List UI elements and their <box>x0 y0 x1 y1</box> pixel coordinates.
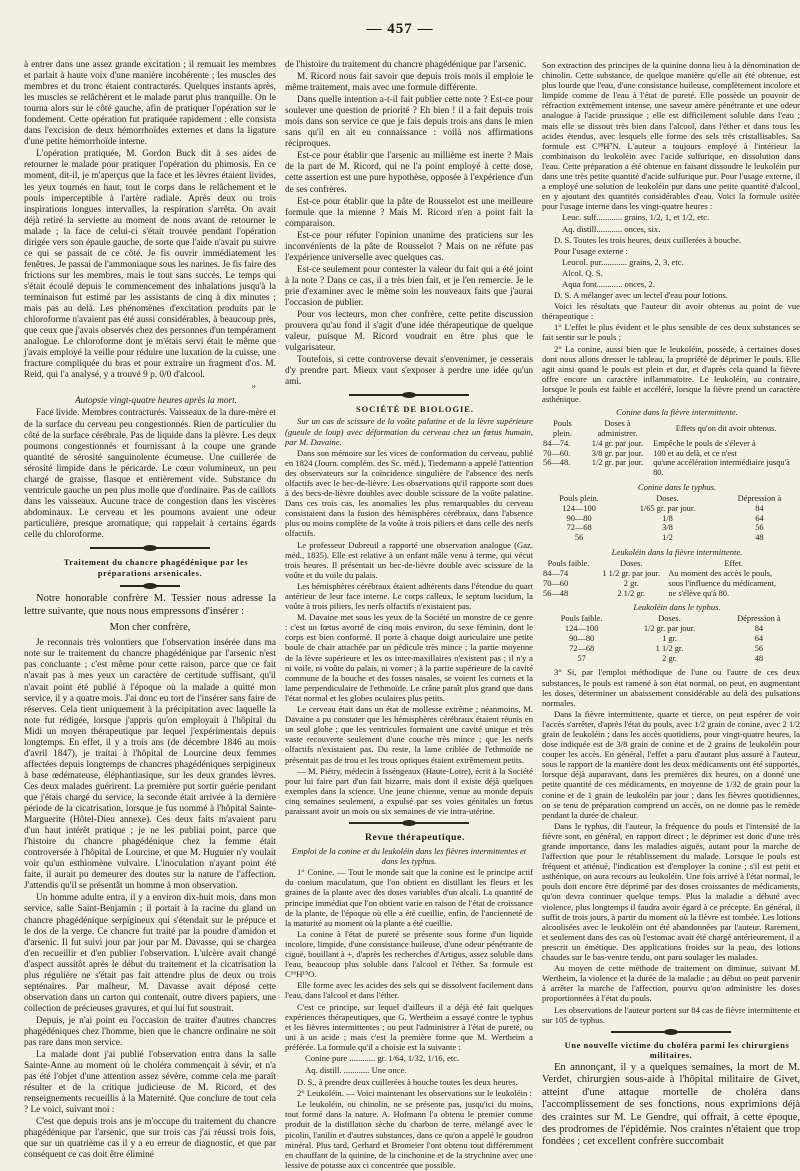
table-row <box>542 579 800 589</box>
table-header-row <box>542 494 800 504</box>
paragraph: M. Davaine met sous les yeux de la Société un monstre de ce genre : c'est un fœtus avorté de cinq mois environ, du sexe féminin, dont le corps est bien conformé. Il porte à chaque doigt auriculaire une petite boule de chair attachée par un pédicule très mince ; la partie moyenne de la lèvre supérieure et les os inter-maxillaires n'existent pas ; il n'y a ni voile, ni voûte du palais, ni vomer ; à la partie supérieure de la cavité commune de la bouche et des fosses nasales, se voient les cornets et la lame perpendiculaire de l'ethmoïde. Le crâne paraît plus grand que dans l'état normal et les globes oculaires plus petits. <box>285 612 533 703</box>
dosage-table <box>542 494 800 543</box>
paragraph: Voici les résultats que l'auteur dit avoir obtenus au point de vue thérapeutique : <box>542 301 800 322</box>
table-row <box>542 644 800 654</box>
table-cell: 57 <box>577 653 586 663</box>
table-cell: 70—60 <box>543 578 569 588</box>
paragraph: Dans le typhus, dit l'auteur, la fréquence du pouls et l'intensité de la fièvre sont, en général, en rapport direct ; le déprimer est donc d'une très grande importance, dans les maladies aiguës, autant pour la marche de l'affection que pour le rétablissement du malade. Lorsque le pouls est fréquent et atténué, l'indication est d'employer la conine ; s'il est petit et asthénique, on aura recours au leukoléin. Une fois arrivé à l'état normal, le pouls doit encore être déprimé par des doses croissantes de médicaments, qu'on devra continuer quelque temps. Plus la maladie a débuté avec violence, plus longtemps il faudra avoir égard à ce précepte. En général, il suffit de trois jours, à partir du moment où la fièvre est tombée. Les lotions alcoolisées avec le leukoléin ont été abandonnées par l'auteur. Rarement, et seulement dans des cas où l'estomac avait été chargé antérieurement, il a prescrit un émétique. Des applications froides sur la peau, des lotions chaudes sur le bas-ventre tendu, ont paru soulager les malades. <box>542 820 800 963</box>
formula-line: Aqua font............ onces, 2. <box>562 278 655 289</box>
table-title: Conine dans la fièvre intermittente. <box>616 407 738 418</box>
section-divider <box>120 583 180 589</box>
table-cell: 84 <box>754 624 764 634</box>
paragraph: D. S., à prendre deux cuillerées à bouche toutes les deux heures. <box>297 1077 518 1088</box>
paragraph: L'opération pratiquée, M. Gordon Buck dit à ses aides de retourner le malade pour pratiquer l'opération du phimosis. En ce moment, dit-il, je m'aperçus que la face et les lèvres étaient livides, les yeux tournés en haut, tout le corps dans le relâchement et le pouls imperceptible à l'artère radiale. Après deux ou trois inspirations longues intervalles, la respiration s'arrêta. On avait déjà retiré la serviette au moment de nous avant de retourner le malade ; la face de celui-ci s'était trouvée pendant l'opération dirigée vers son épaule gauche, de sorte que l'aide n'avait pu suivre ce qui se passait de ce côté. Je fis ouvrir immédiatement les fenêtres. Je passai de l'ammoniaque sous les narines. Je fis faire des frictions sur les membres, mais le tout sans succès. Le temps qui s'était écoulé depuis le commencement des inhalations jusqu'à la terminaison fut estimé par les assistants de cinq à dix minutes ; mais pas au delà. Les phénomènes d'excitation produits par le chloroforme n'avaient pas été aussi considérables, à beaucoup près, que ceux que j'avais observés chez des personnes d'un tempérament analogue. Le chloroforme dont je m'étais servi était le même que j'avais employé la veille pour réduire une luxation de la cuisse, une fracture compliquée du bras et pour extraire un fragment d'os. M. Reid, qui l'a analysé, y a trouvé 9 p. 0/0 d'alcool. <box>24 149 276 381</box>
formula-line: Aq. distill. ............ Une once. <box>305 1065 407 1076</box>
table-header: Doses. <box>658 614 681 624</box>
paragraph: Est-ce pour établir que la pâte de Rousselot est une meilleure formule que la mienne ? Mais M. Ricord n'en a point fait la comparaison. <box>285 196 533 229</box>
table-header: Dépression à <box>737 614 781 624</box>
paragraph: M. Ricord nous fait savoir que depuis trois mois il emploie le même traitement, mais avec une formule différente. <box>285 72 533 94</box>
table-cell: Au moment des accès le pouls, <box>668 568 773 578</box>
table-cell: 1 gr. <box>662 634 677 644</box>
table-cell: 84 <box>755 503 764 513</box>
table-header: Effet. <box>724 559 744 569</box>
paragraph: Les hémisphères cérébraux étaient adhérents dans l'étendue du quart antérieur de leur face interne. Le corps calleux, le septum lucidum, la voûte à trois piliers, les nerfs olfactifs n'existaient pas. <box>285 580 533 612</box>
table-header-row <box>542 419 800 439</box>
paragraph: — M. Piétry, médecin à Isséngeaux (Haute-Loire), écrit à la Société pour lui faire part d'un fait bizarre, mais dont il existe déjà quelques exemples dans la science. Une jeune chienne, venue au monde depuis cinq semaines seulement, a expulsé par ses voies génitales un fœtus paraissant avoir un mois ou six semaines de vie intra-utérine. <box>285 765 533 816</box>
section-heading: SOCIÉTÉ DE BIOLOGIE. <box>356 405 474 415</box>
paragraph: Pour l'usage externe : <box>554 245 628 256</box>
formula-line: Leuc. sulf............ grains, 1/2, 1, et 1/2, etc. <box>562 212 710 223</box>
table-row <box>542 523 800 533</box>
paragraph: Face livide. Membres contracturés. Vaisseaux de la dure-mère et de la surface du cerveau peu congestionnés. Rien de particulier du côté de la surface cérébrale. Pas de liquide dans la plèvre. Les deux poumons congestionnés et fournissant à la coupe une grande quantité de sérosité sanguinolente écumeuse. Une cuillerée de sérosité limpide dans le péricarde. Le cœur volumineux, un peu chargé de graisse, flasque et entièrement vide. Substance du ventricule gauche un peu plus molle que d'ordinaire. Pas de caillots dans les vaisseaux. Aucune trace de congestion dans les viscères abdominaux. Le cerveau et les poumons avaient une odeur particulière, presque aromatique, qui rappelait à certains égards celle du chloroforme. <box>24 408 276 540</box>
table-cell: 48 <box>754 653 764 663</box>
table-cell: 1 1/2 gr. par jour. <box>602 568 661 578</box>
table-cell: 72—68 <box>569 643 595 653</box>
table-header: Pouls faible. <box>560 614 603 624</box>
table-cell: 56 <box>755 523 764 533</box>
table-row <box>542 439 800 449</box>
table-cell: 56 <box>754 643 764 653</box>
table-cell: 84—74 <box>543 568 569 578</box>
paragraph: Je reconnais très volontiers que l'observation insérée dans ma note sur le traitement du chancre phagédénique par l'arsenic n'est pas concluante ; c'est même pour cette raison, parce que ce fait n'avait pas à mes yeux un caractère de certitude suffisant, qu'il n'avait point été publié à l'époque où la malade a quitté mon service, il y a quatre mois. J'ai donc eu tort de l'insérer sans faire de réserves. Cela tient uniquement à la précipitation avec laquelle la note fut rédigée, lorsque j'appris qu'on employait à l'hôpital du Midi un moyen thérapeutique par lequel j'expérimentais depuis longtemps. En effet, il y a trois ans (de décembre 1846 au mois d'avril 1847), je traitai à l'hôpital de Lourcine deux femmes affectées depuis longtemps de chancres phagédéniques serpigineux à base œdémateuse, éléphantiasique, sur les deux grandes lèvres. Ces deux malades guérirent. La première put sortir guérie pendant que j'étais chargé du service, la seconde était arrivée à la dernière période de la cicatrisation, lorsque je fus nommé à l'hôpital Sainte-Marguerite (Hôtel-Dieu annexe). Ces deux faits m'avaient paru d'un haut intérêt pratique ; je ne les publiai point, parce que l'histoire du chancre phagédénique chez la femme était controversée à l'hôpital de Lourcine, et que M. Huguier n'y voulait voir qu'un esthiomène vulvaire. L'inoculation n'ayant point été faite, il aurait pu demeurer des doutes sur la nature de l'affection. J'attendis qu'il se présentât un homme à mon observation. <box>24 638 276 892</box>
table-cell: 1/2 gr. par jour. <box>591 458 644 468</box>
article-title: Emploi de la conine et du leukoléin dans les fièvres intermittentes et dans les typhus. <box>291 846 527 867</box>
table-cell: 1/4 gr. par jour. <box>591 438 644 448</box>
table-cell: Empêche le pouls de s'élever à <box>653 438 756 448</box>
table-cell: 1/8 <box>662 513 673 523</box>
paragraph: C'est que depuis trois ans je m'occupe du traitement du chancre phagédénique par l'arsenic, que sur trois cas j'ai réussi trois fois, que sur un quatrième cas il y a eu erreur de diagnostic, et que par conséquent ce cas doit être éliminé <box>24 1117 276 1161</box>
paragraph: Pour vos lecteurs, mon cher confrère, cette petite discussion prouvera qu'au fond il s'agit d'une idée thérapeutique de quelque valeur, puisque M. Ricord voudrait en être plus que le vulgarisateur. <box>285 310 533 354</box>
dosage-table <box>542 614 800 663</box>
table-cell: 72—68 <box>566 523 592 533</box>
table-cell: 1/2 gr. par jour. <box>643 624 696 634</box>
table-cell: 2 1/2 gr. <box>617 588 646 598</box>
paragraph: Les observations de l'auteur portent sur 84 cas de fièvre intermittente et sur 105 de typhus. <box>542 1004 800 1025</box>
table-title: Conine dans le typhus. <box>637 481 717 492</box>
table-cell: 100 et au delà, et ce n'est <box>653 448 737 458</box>
table-header: Doses. <box>619 559 643 569</box>
table-cell: 1/2 <box>662 533 673 543</box>
column-left <box>24 60 276 1171</box>
paragraph: En annonçant, il y a quelques semaines, la mort de M. Verdet, chirurgien sous-aide à l'hôpital militaire de Givet, atteint d'une attaque mortelle de choléra dans l'accomplissement de ses fonctions, nous exprimions déjà des craintes sur M. Le Gendre, qui offrait, à cette époque, des prodromes de l'épidémie. Nos craintes n'étaient que trop fondées ; cet excellent confrère succombait <box>542 1061 800 1148</box>
closing-quote: » <box>251 382 256 393</box>
paragraph: Le leukoléin, ou chinolin, ne se présente pas, jusqu'ici du moins, tout formé dans la nature. A. Hofmann l'a obtenu le premier comme produit de la distillation sèche du charbon de terre, mélangé avec le picolin, l'anilin et d'autres substances, dans ce qu'on a appelé le goudron minéral. Plus tard, Gerhard et Bromeier l'ont obtenu tout différemment en chauffant de la quinine, de la cinchonine et de la strychnine avec une lessive de potasse aux ci concentrée que possible. <box>285 1099 533 1170</box>
paragraph: D. S. Toutes les trois heures, deux cuillerées à bouche. <box>554 234 742 245</box>
table-cell: 56 <box>574 533 584 543</box>
paragraph: 2° Leukoléin. — Voici maintenant les observations sur le leukoléin : <box>297 1088 532 1099</box>
paragraph: Est-ce seulement pour contester la valeur du fait qui a été joint à la note ? Dans ce cas, il a très bien fait, et je l'en remercie. Je le prie d'examiner avec le même soin les nouveaux faits que j'aurai l'occasion de publier. <box>285 264 533 308</box>
table-row <box>542 654 800 664</box>
table-row <box>542 569 800 579</box>
section-divider <box>349 392 469 398</box>
table-header: Pouls plein. <box>553 419 572 438</box>
table-cell: 56—48. <box>543 458 571 468</box>
paragraph: Son extraction des principes de la quinine donna lieu à la dénomination de chinolin. Cette substance, de quelque manière qu'elle ait été obtenue, est plus lourde que l'eau, d'une consistance huileuse, complètement incolore et limpide comme de l'eau à l'état de pureté. Elle possède un pouvoir de réfraction extrêmement intense, une saveur amère pénétrante et une odeur analogue à l'acide prussique ; elle est difficilement soluble dans l'eau ; mais elle se dissout très bien dans l'alcool, dans l'éther et dans tous les acides étendus, avec lesquels elle forme des sels très cristallisables. Sa formule est C¹⁸H⁷N. L'auteur a toujours employé à l'intérieur la combinaison du leukoléin avec l'acide sulfurique, en dissolution dans l'eau. Cette préparation a été obtenue en faisant dissoudre le leukoléin pur dans une très petite quantité d'acide sulfurique pur. Pour l'usage externe, il a employé une solution de leukoléin pur dans une petite quantité d'alcool, en y ajoutant des quantités considérables d'eau. Voici la formule usitée pour l'usage interne dans les vingt-quatre heures : <box>542 60 800 212</box>
section-subtitle: Autopsie vingt-quatre heures après la mort. <box>75 396 237 407</box>
table-cell: 2 gr. <box>662 653 677 663</box>
paragraph: Notre honorable confrère M. Tessier nous adresse la lettre suivante, que nous nous empressons d'insérer : <box>24 593 276 617</box>
paragraph: Depuis, je n'ai point eu l'occasion de traiter d'autres chancres phagédéniques chez l'homme, bien que le chancre ordinaire ne soit pas rare dans mon service. <box>24 1015 276 1049</box>
formula-line: Leucol. pur............ grains, 2, 3, etc. <box>562 256 684 267</box>
paragraph: Est-ce pour établir que l'arsenic au millième est inerte ? Mais de la part de M. Ricord, qui ne l'a point employé à cette dose, cette assertion est une pure hypothèse, opposée à l'expérience d'un de ses confrères. <box>285 151 533 195</box>
paragraph: Dans son mémoire sur les vices de conformation du cerveau, publié en 1824 (Journ. complém. des Sc. méd.), Tiedemann a appelé l'attention des observateurs sur la coïncidence singulière de l'absence des nerfs olfactifs avec le bec-de-lièvre. Les observations qu'il rapporte sont dues à des becs-de-lièvre doubles avec double scissure de la voûte palatine. Dans ces trois cas, les anomalies les plus remarquables du cerveau consistaient dans la fusion des hémisphères cérébraux, dans l'absence plus ou moins complète de la voûte à trois piliers et dans celle des nerfs olfactifs. <box>285 447 533 539</box>
table-row <box>542 449 800 459</box>
table-header: Pouls plein. <box>559 494 599 504</box>
column-middle <box>285 60 533 1171</box>
table-row <box>542 514 800 524</box>
table-cell: qu'une accélération intermédiaire jusqu'à 80. <box>653 458 790 478</box>
paragraph: Elle forme avec les acides des sels qui se dissolvent facilement dans l'eau, dans l'alcool et dans l'éther. <box>285 980 533 1001</box>
paragraph: de l'histoire du traitement du chancre phagédénique par l'arsenic. <box>285 60 527 70</box>
paragraph: Le professeur Dubreuil a rapporté une observation analogue (Gaz. méd., 1835). Elle est relative à un enfant mâle venu à terme, qui vécut trois heures. Il présentait un bec-de-lièvre double avec scissure de la voûte et du voile du palais. <box>285 539 533 580</box>
table-cell: 84—74. <box>543 438 571 448</box>
table-header: Dépression à <box>737 494 782 504</box>
paragraph: C'est ce principe, sur lequel d'ailleurs il a déjà été fait quelques expériences thérapeutiques, que G. Wertheim a essayé contre le typhus et les fièvres intermittentes ; ou peut l'administrer à l'état de pureté, ou uni à un acide ; mais c'est la première forme que M. Wertheim a préférée. La formule qu'il a choisie est la suivante : <box>285 1001 533 1052</box>
dosage-table <box>542 419 800 478</box>
table-header: Pouls faible. <box>547 559 590 569</box>
table-row <box>542 458 800 478</box>
paragraph: à entrer dans une assez grande excitation ; il remuait les membres et parlait à haute voix d'une manière incohérente ; les muscles des membres et du tronc étaient contracturés. Quelques instants après, les muscles se relâchèrent et le malade parut plus tranquille. On le tourna alors sur le côté gauche, afin de pratiquer l'opération sur le fondement. Cette opération fut pratiquée rapidement : elle consista dans l'excision de deux hémorrhoïdes externes et dans la ligature d'une petite hémorrhoïde interne. <box>24 60 276 148</box>
table-cell: 3/8 <box>662 523 673 533</box>
formula-line: Alcol. Q. S. <box>562 267 603 278</box>
table-cell: 124—100 <box>562 503 596 513</box>
table-cell: 56—48 <box>543 588 569 598</box>
section-divider <box>611 1029 731 1035</box>
table-cell: 3/8 gr. par jour. <box>591 448 644 458</box>
table-cell: 2 gr. <box>623 578 639 588</box>
table-header-row <box>542 614 800 624</box>
table-row <box>542 504 800 514</box>
table-header-row <box>542 559 800 569</box>
paragraph: La malade dont j'ai publié l'observation entra dans la salle Sainte-Anne au moment où le choléra commençait à sévir, et n'a pas été l'objet d'une attention assez sévère, comme cela me paraît résulter et de la critique judicieuse de M. Ricord, et des renseignements recueillis à la Maternité. Que conclure de tout cela ? Le voici, suivant moi : <box>24 1050 276 1116</box>
table-cell: 70—60. <box>543 448 571 458</box>
table-title: Leukoléin dans la fièvre intermittente. <box>611 547 743 558</box>
table-row <box>542 533 800 543</box>
table-header: Doses à administrer. <box>597 419 638 438</box>
paragraph: Toutefois, si cette controverse devait s'envenimer, je cesserais d'y prendre part. Mieux vaut s'exposer à perdre une idée qu'un ami. <box>285 355 533 388</box>
paragraph: La conine à l'état de pureté se présente sous forme d'un liquide incolore, limpide, d'une consistance huileuse, d'une odeur pénétrante de ciguë, bouillant à +, d'après les recherches d'Artigus, assez soluble dans l'eau, beaucoup plus soluble dans l'alcool et l'éther. Sa formule est C¹⁶H¹⁵O. <box>285 928 533 980</box>
paragraph: Au moyen de cette méthode de traitement on diminue, suivant M. Wertheim, la violence et la durée de la maladie ; au début on peut parvenir à arrêter la marche de l'affection, pourvu qu'on administre les doses proportionnées à l'état du pouls. <box>542 963 800 1004</box>
section-heading: Traitement du chancre phagédénique par les préparations arsenicales. <box>63 558 249 579</box>
paragraph: Le cerveau était dans un état de mollesse extrême ; néanmoins, M. Davaine a pu constater que les hémisphères cérébraux étaient réunis en un seul globe ; que les ventricules formaient une cavité unique et très vaste recouverte seulement d'une couche très mince ; que les nerfs olfactifs n'existaient pas. Du reste, la lame criblée de l'ethmoïde ne présentait pas de trou et les trous optiques étaient extrêmement petits. <box>285 704 533 765</box>
section-divider <box>349 820 469 826</box>
paragraph: 1° L'effet le plus évident et le plus sensible de ces deux substances se fait sentir sur le pouls ; <box>542 322 800 343</box>
table-cell: 1 1/2 gr. <box>655 643 684 653</box>
salutation: Mon cher confrère, <box>109 621 191 633</box>
dosage-table <box>542 559 800 598</box>
page-number: — 457 — <box>366 21 434 37</box>
section-heading: Une nouvelle victime du choléra parmi les chirurgiens militaires. <box>564 1040 790 1060</box>
section-divider <box>90 545 210 551</box>
column-right <box>542 60 800 1171</box>
table-row <box>542 589 800 599</box>
table-header: Doses. <box>656 494 679 504</box>
table-cell: 64 <box>755 513 764 523</box>
paragraph: Dans quelle intention a-t-il fait publier cette note ? Est-ce pour soulever une question de priorité ? Eh bien ! il a fait depuis trois mois dans son service ce que je fais depuis trois ans dans le mien sans qu'il en ait eu connaissance : voilà nos affirmations réciproques. <box>285 95 533 150</box>
paragraph: 2° La conine, aussi bien que le leukoléin, possède, à certaines doses dont nous allons dresser le tableau, la propriété de déprimer le pouls. Elle agit ainsi quand le pouls est plein et dur, et d'après cela quand la fièvre offre encore un caractère inflammatoire. Le leukoléin, au contraire, lorsque le pouls est faible et accéléré, lorsque la fièvre prend un caractère asthénique. <box>542 343 800 404</box>
section-heading: Revue thérapeutique. <box>365 832 465 844</box>
paragraph: D. S. A mélanger avec un lectel d'eau pour lotions. <box>554 290 728 301</box>
table-cell: 64 <box>754 634 764 644</box>
table-row <box>542 624 800 634</box>
table-cell: 124—100 <box>564 624 599 634</box>
article-title: Sur un cas de scissure de la voûte palatine et de la lèvre supérieure (gueule de loup) avec déformation du cerveau chez un fœtus humain, par M. Davaine. <box>285 416 533 447</box>
table-header: Effets qu'on dit avoir obtenus. <box>675 424 777 434</box>
table-cell: 90—80 <box>569 634 595 644</box>
table-cell: 1/65 gr. par jour. <box>639 503 696 513</box>
paragraph: Dans la fièvre intermittente, quarte et tierce, on peut espérer de voir l'accès s'arrêter, d'après l'état du pouls, avec 1/2 grain de conine, avec 2 1/2 grain de leukoléin ; dans les accès quotidiens, pour vingt-quatre heures, la dose indiquée est de 3/8 grain de conine et de 2 grains de leukoléin pour couper les accès. En général, l'effet a paru d'autant plus assuré à l'auteur, sous le rapport de la manière dont les deux médicaments ont été supportés, lorsque déjà auparavant, dans les premières dix heures, on a donné une petite quantité de ces médicaments, en moyenne de 1/32 de grain pour la conine et de 1 grain de leukoléin par jour ; dans les fièvres quotidiennes, on se tenu de préparation comprend un accès, on ne donne pas le remède pendant la durée de chaleur. <box>542 708 800 820</box>
formula-line: Conine pure ............ gr. 1/64, 1/32, 1/16, etc. <box>305 1052 460 1063</box>
paragraph: 1° Conine. — Tout le monde sait que la conine est le principe actif du conium maculatum, que l'on obtient en distillant les fleurs et les graines de la plante avec des doses variables d'un alcali. La quantité de principe immédiat que l'on obtient varie en raison de l'état de croissance de la plante, de l'époque où elle a été cueillie, enfin, de l'ancienneté de la maturité au moment où la plante a été cueillie. <box>285 867 533 928</box>
table-cell: 90—80 <box>566 513 592 523</box>
table-cell: sous l'influence du médicament, <box>668 578 776 588</box>
paragraph: Un homme adulte entra, il y a environ dix-huit mois, dans mon service, salle Saint-Benjamin ; il portait à la racine du gland un chancre phagédénique serpigineux qui s'étendait sur le prépuce et le dos de la verge. Ce chancre fut traité par la poudre d'amidon et d'arsenic. Il fut suivi jour par jour par M. Davasse, qui se chargea d'en recueillir et d'en publier l'observation. L'ulcère avait changé d'aspect aussitôt après le début du traitement et la cicatrisation la plus régulière ne s'était pas fait attendre plus de deux ou trois septénaires. Par malheur, M. Davasse avait déposé cette observation dans un carton qui contenait, outre divers papiers, une collection de précieuses gravures, et qui lui fut soustrait. <box>24 893 276 1014</box>
text-columns <box>24 60 800 1170</box>
table-cell: 48 <box>755 533 764 543</box>
paragraph: Est-ce pour réfuter l'opinion unanime des praticiens sur les inconvénients de la pâte de Rousselot ? Mais on ne réfute pas l'expérience universelle avec quelques cas. <box>285 230 533 263</box>
table-cell: ne s'élève qu'à 80. <box>668 588 730 598</box>
formula-line: Aq. distill............ onces, six. <box>562 223 661 234</box>
table-row <box>542 634 800 644</box>
paragraph: 3° Si, par l'emploi méthodique de l'une ou l'autre de ces deux substances, le pouls est ramené à son état normal, on peut, en augmentant les doses, déterminer un abaissement considérable au delà des pulsations normales. <box>542 667 800 708</box>
table-title: Leukoléin dans le typhus. <box>633 602 721 613</box>
